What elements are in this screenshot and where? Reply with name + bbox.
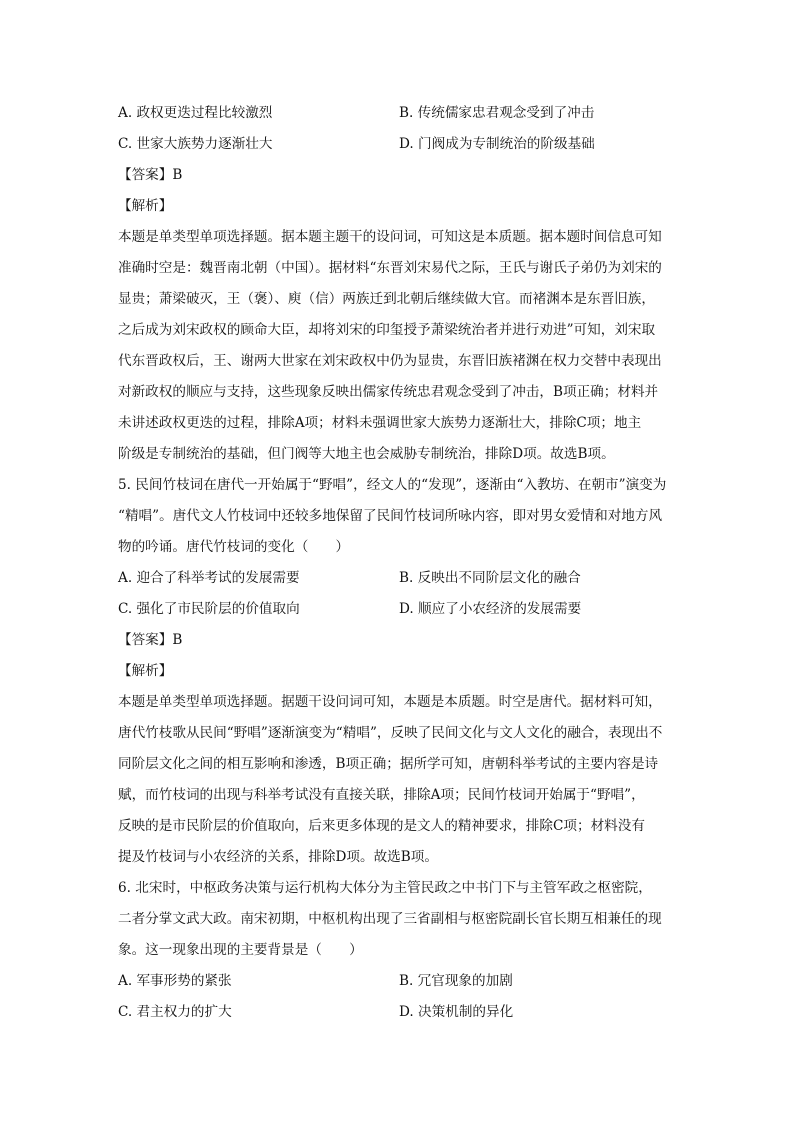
option-b: B. 冗官现象的加剧 xyxy=(399,973,513,989)
text-line: 5. 民间竹枝词在唐代一开始属于“野唱”，经文人的“发现”，逐渐由“入教坊、在朝市”演变为 xyxy=(118,477,667,493)
answer-label: 【答案】B xyxy=(118,167,183,183)
question-stem xyxy=(118,873,680,966)
text-line: 阶级是专制统治的基础，但门阀等大地主也会威胁专制统治，排除D项。故选B项。 xyxy=(118,446,615,462)
document-page xyxy=(118,98,680,1028)
text-line: 之后成为刘宋政权的顾命大臣，却将刘宋的印玺授予萧梁统治者并进行劝进”可知，刘宋取 xyxy=(118,322,656,338)
text-line: 本题是单类型单项选择题。据题干设问词可知，本题是本质题。时空是唐代。据材料可知， xyxy=(118,694,662,710)
text-line: “精唱”。唐代文人竹枝词中还较多地保留了民间竹枝词所咏内容，即对男女爱情和对地方风 xyxy=(118,508,663,524)
option-d: D. 决策机制的异化 xyxy=(399,1004,514,1020)
options-row xyxy=(118,129,680,160)
question-stem xyxy=(118,470,680,563)
options-row xyxy=(118,997,680,1028)
option-a: A. 军事形势的紧张 xyxy=(118,973,232,989)
analysis-label: 【解析】 xyxy=(118,663,173,679)
text-line: 二者分掌文武大政。南宋初期，中枢机构出现了三省副相与枢密院副长官长期互相兼任的现 xyxy=(118,911,662,927)
options-row xyxy=(118,966,680,997)
answer-label: 【答案】B xyxy=(118,632,183,648)
option-d: D. 顺应了小农经济的发展需要 xyxy=(399,601,582,617)
option-a: A. 迎合了科举考试的发展需要 xyxy=(118,570,300,586)
option-d: D. 门阀成为专制统治的阶级基础 xyxy=(399,136,595,152)
text-line: 提及竹枝词与小农经济的关系，排除D项。故选B项。 xyxy=(118,849,438,865)
options-row xyxy=(118,98,680,129)
text-line: 准确时空是：魏晋南北朝（中国）。据材料“东晋刘宋易代之际，王氏与谢氏子弟仍为刘宋的 xyxy=(118,260,662,276)
text-line: 未讲述政权更迭的过程，排除A项；材料未强调世家大族势力逐渐壮大，排除C项；地主 xyxy=(118,415,642,431)
analysis-text xyxy=(118,222,680,470)
text-line: 对新政权的顺应与支持，这些现象反映出儒家传统忠君观念受到了冲击，B项正确；材料并 xyxy=(118,384,659,400)
text-line: 象。这一现象出现的主要背景是（ ） xyxy=(118,942,363,958)
option-b: B. 传统儒家忠君观念受到了冲击 xyxy=(399,105,595,121)
text-line: 本题是单类型单项选择题。据本题主题干的设问词，可知这是本质题。据本题时间信息可知 xyxy=(118,229,662,245)
text-line: 同阶层文化之间的相互影响和渗透，B项正确；据所学可知，唐朝科举考试的主要内容是诗 xyxy=(118,756,659,772)
analysis-label: 【解析】 xyxy=(118,198,173,214)
option-c: C. 强化了市民阶层的价值取向 xyxy=(118,601,300,617)
text-line: 物的吟诵。唐代竹枝词的变化（ ） xyxy=(118,539,350,555)
options-row xyxy=(118,563,680,594)
option-c: C. 世家大族势力逐渐壮大 xyxy=(118,136,273,152)
option-a: A. 政权更迭过程比较激烈 xyxy=(118,105,273,121)
text-line: 唐代竹枝歌从民间“野唱”逐渐演变为“精唱”，反映了民间文化与文人文化的融合，表现出不 xyxy=(118,725,663,741)
analysis-text xyxy=(118,687,680,873)
option-b: B. 反映出不同阶层文化的融合 xyxy=(399,570,581,586)
text-line: 赋，而竹枝词的出现与科举考试没有直接关联，排除A项；民间竹枝词开始属于“野唱”， xyxy=(118,787,645,803)
text-line: 6. 北宋时，中枢政务决策与运行机构大体分为主管民政之中书门下与主管军政之枢密院， xyxy=(118,880,652,896)
text-line: 显贵；萧梁破灭，王（褒）、庾（信）两族迁到北朝后继续做大官。而褚渊本是东晋旧族， xyxy=(118,291,655,307)
option-c: C. 君主权力的扩大 xyxy=(118,1004,232,1020)
text-line: 反映的是市民阶层的价值取向，后来更多体现的是文人的精神要求，排除C项；材料没有 xyxy=(118,818,645,834)
options-row xyxy=(118,594,680,625)
text-line: 代东晋政权后，王、谢两大世家在刘宋政权中仍为显贵，东晋旧族褚渊在权力交替中表现出 xyxy=(118,353,662,369)
